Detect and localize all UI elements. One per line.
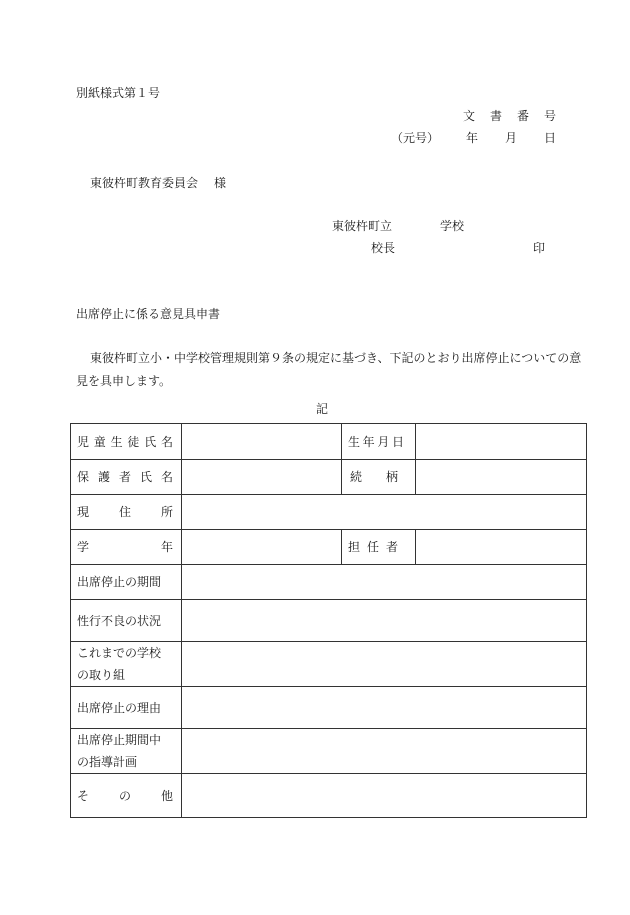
address-label: 現 住 所 bbox=[71, 495, 182, 530]
school-efforts-label: これまでの学校 の取り組 bbox=[71, 642, 182, 687]
date-line bbox=[391, 129, 556, 146]
guidance-plan-label: 出席停止期間中 の指導計画 bbox=[71, 729, 182, 774]
era-label: （元号） bbox=[391, 131, 440, 145]
addressee bbox=[90, 174, 226, 191]
table-row bbox=[71, 642, 587, 687]
doc-number-char: 文 bbox=[463, 109, 476, 123]
doc-number-char: 書 bbox=[489, 109, 502, 123]
suspension-period-field[interactable] bbox=[182, 565, 587, 600]
month-label: 月 bbox=[504, 131, 517, 145]
birthday-field[interactable] bbox=[416, 424, 587, 460]
seal-label: 印 bbox=[532, 241, 545, 255]
day-label: 日 bbox=[543, 131, 556, 145]
other-field[interactable] bbox=[182, 774, 587, 818]
suspension-reason-label: 出席停止の理由 bbox=[71, 687, 182, 729]
address-field[interactable] bbox=[182, 495, 587, 530]
table-row bbox=[71, 774, 587, 818]
misconduct-status-label: 性行不良の状況 bbox=[71, 600, 182, 642]
table-row bbox=[71, 565, 587, 600]
school-line bbox=[332, 217, 464, 234]
student-name-field[interactable] bbox=[182, 424, 342, 460]
school-efforts-field[interactable] bbox=[182, 642, 587, 687]
suspension-period-label: 出席停止の期間 bbox=[71, 565, 182, 600]
misconduct-status-field[interactable] bbox=[182, 600, 587, 642]
addressee-name: 東彼杵町教育委員会 bbox=[90, 176, 199, 190]
student-name-label: 児 童 生 徒 氏 名 bbox=[71, 424, 182, 460]
teacher-field[interactable] bbox=[416, 530, 587, 565]
guardian-name-label: 保 護 者 氏 名 bbox=[71, 460, 182, 495]
table-row bbox=[71, 530, 587, 565]
guardian-name-field[interactable] bbox=[182, 460, 342, 495]
table-row bbox=[71, 600, 587, 642]
relationship-field[interactable] bbox=[416, 460, 587, 495]
doc-number-char: 番 bbox=[516, 109, 529, 123]
principal-label: 校長 bbox=[371, 241, 396, 255]
ki-heading: 記 bbox=[316, 402, 329, 416]
relationship-label: 続 柄 bbox=[342, 460, 416, 495]
document-number-label bbox=[463, 107, 556, 124]
table-row bbox=[71, 729, 587, 774]
table-row bbox=[71, 424, 587, 460]
grade-field[interactable] bbox=[182, 530, 342, 565]
doc-number-char: 号 bbox=[543, 109, 556, 123]
birthday-label: 生 年 月 日 bbox=[342, 424, 416, 460]
school-suffix: 学校 bbox=[439, 219, 464, 233]
body-paragraph: 東彼杵町立小・中学校管理規則第９条の規定に基づき、下記のとおり出席停止についての意見を具申します。 bbox=[76, 351, 582, 388]
year-label: 年 bbox=[465, 131, 478, 145]
form-table bbox=[70, 423, 587, 818]
table-row bbox=[71, 495, 587, 530]
table-row bbox=[71, 687, 587, 729]
other-label: そ の 他 bbox=[71, 774, 182, 818]
form-number: 別紙様式第１号 bbox=[76, 86, 161, 100]
suspension-reason-field[interactable] bbox=[182, 687, 587, 729]
addressee-honorific: 様 bbox=[214, 176, 227, 190]
teacher-label: 担 任 者 bbox=[342, 530, 416, 565]
grade-label: 学 年 bbox=[71, 530, 182, 565]
document-subject: 出席停止に係る意見具申書 bbox=[76, 307, 221, 321]
guidance-plan-field[interactable] bbox=[182, 729, 587, 774]
principal-line bbox=[371, 239, 545, 256]
table-row bbox=[71, 460, 587, 495]
school-prefix: 東彼杵町立 bbox=[332, 219, 393, 233]
